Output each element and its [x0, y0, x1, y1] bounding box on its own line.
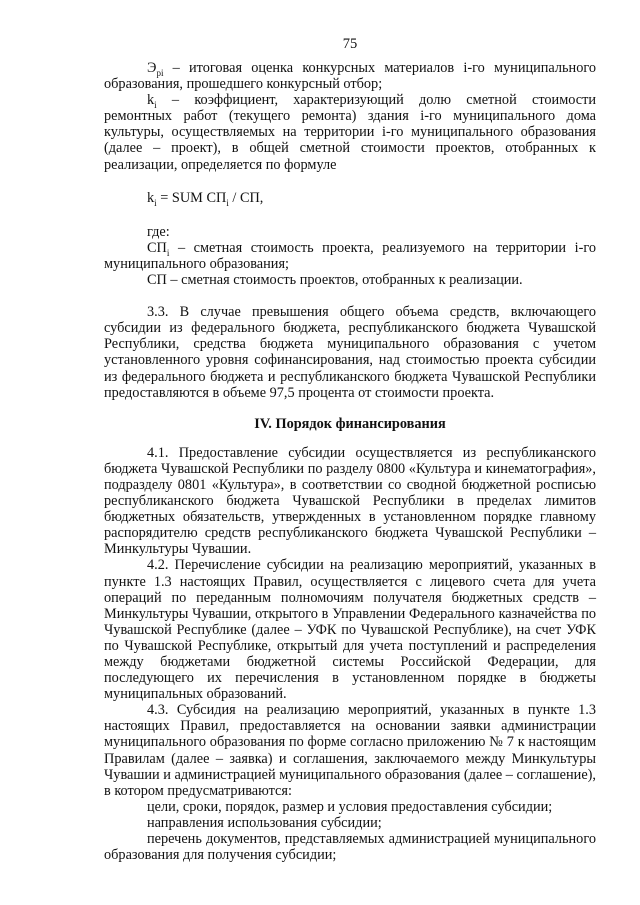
formula-k-subscript: i: [154, 197, 157, 208]
list-item-goals: цели, сроки, порядок, размер и условия предоставления субсидии;: [147, 798, 553, 815]
formula-k: k: [147, 189, 155, 206]
paragraph-3-3: 3.3. В случае превышения общего объема средств, включающего субсидии из федерального бюджета, республиканского бюджета Чувашской Республики, средства бюджета муниципального образования с учетом установленного уровня софинансирования, над стоимостью проекта субсидии из федерального бюджета и республиканского бюджета Чувашской Республики предоставляются в объеме 97,5 процента от стоимости проекта.: [104, 304, 596, 401]
where-label: где:: [147, 223, 170, 240]
formula-sp-subscript: i: [226, 197, 229, 208]
symbol-sp: СП: [147, 239, 167, 256]
paragraph-4-2: 4.2. Перечисление субсидии на реализацию мероприятий, указанных в пункте 1.3 настоящих Правил, осуществляется с лицевого счета для учета операций по переданным полномочиям получателя бюджетных средств – Минкультуры Чувашии, открытого в Управлении Федерального казначейства по Чувашской Республике (далее – УФК по Чувашской Республике), на счет УФК по Чувашской Республике, открытый для учета поступлений и распределения между бюджетами бюджетной системы Российской Федерации, для последующего их перечисления в установленном порядке в бюджеты муниципальных образований.: [104, 557, 596, 703]
symbol-k-subscript: i: [154, 100, 157, 111]
formula-middle: = SUM СП: [156, 189, 227, 206]
symbol-e-subscript: рi: [156, 67, 164, 78]
paragraph-erp-definition: [104, 60, 596, 92]
formula-end: / СП,: [228, 189, 264, 206]
symbol-k: k: [147, 92, 155, 109]
document-page: [104, 36, 596, 863]
paragraph-sp-definition: СП – сметная стоимость проектов, отобранных к реализации.: [147, 272, 523, 289]
paragraph-spi-definition: [104, 240, 596, 272]
paragraph-4-3: 4.3. Субсидия на реализацию мероприятий, указанных в пункте 1.3 настоящих Правил, предоставляется на основании заявки администрации муниципального образования по форме согласно приложению № 7 к настоящим Правилам (далее – заявка) и соглашения, заключаемого между Минкультуры Чувашии и администрацией муниципального образования (далее – соглашение), в котором предусматриваются:: [104, 702, 596, 799]
list-item-directions: направления использования субсидии;: [147, 814, 382, 831]
page-number: 75: [342, 36, 358, 52]
symbol-e: Э: [147, 60, 157, 76]
k-definition-text: – коэффициент, характеризующий долю сметной стоимости ремонтных работ (текущего ремонта) здания i-го муниципального дома культуры, осуществляемых на территории i-го муниципального образования (далее – проект), в общей сметной стоимости проектов, отобранных к реализации, определяется по формуле: [104, 92, 596, 173]
symbol-sp-subscript: i: [166, 247, 170, 258]
paragraph-k-definition: [104, 92, 596, 172]
list-item-documents: перечень документов, представляемых администрацией муниципального образования для получения субсидии;: [104, 831, 596, 864]
section-heading: IV. Порядок финансирования: [254, 415, 446, 432]
formula: [104, 190, 596, 206]
spi-definition-text: – сметная стоимость проекта, реализуемого на территории i-го муниципального образования;: [104, 239, 596, 272]
paragraph-4-1: 4.1. Предоставление субсидии осуществляется из республиканского бюджета Чувашской Республики по разделу 0800 «Культура и кинематография», подразделу 0801 «Культура», в соответствии со сводной бюджетной росписью республиканского бюджета Чувашской Республики в пределах лимитов бюджетных обязательств, утвержденных в установленном порядке главному распорядителю средств республиканского бюджета Чувашской Республики – Минкультуры Чувашии.: [104, 444, 596, 558]
erp-definition-text: – итоговая оценка конкурсных материалов i-го муниципального образования, прошедшего конкурсный отбор;: [104, 60, 596, 93]
